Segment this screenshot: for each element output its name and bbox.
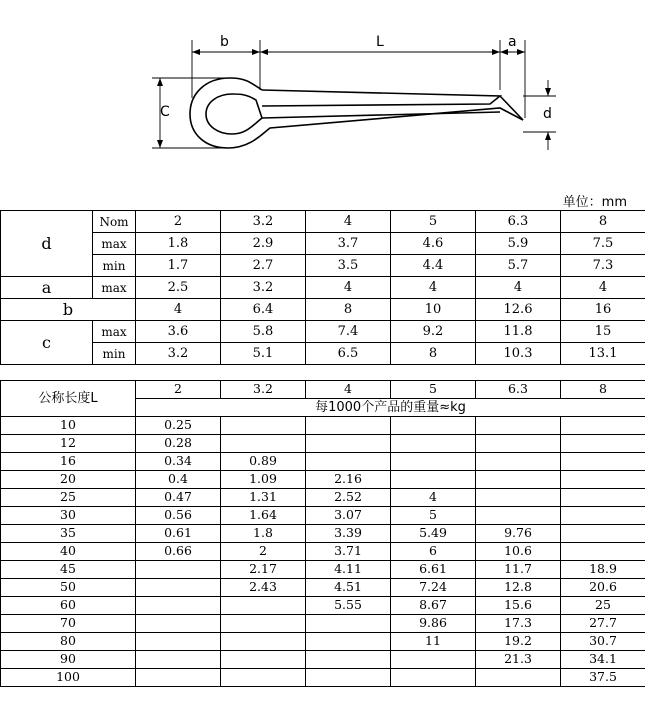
weight-cell: 0.61 (136, 525, 221, 543)
weight-cell: 2.17 (221, 561, 306, 579)
value-cell: 3.2 (221, 277, 306, 299)
weight-cell: 0.34 (136, 453, 221, 471)
weight-cell (306, 633, 391, 651)
weight-cell (306, 669, 391, 687)
weight-cell (391, 435, 476, 453)
row-b (1, 299, 645, 321)
weight-row (1, 453, 645, 471)
sub-label: min (93, 255, 136, 277)
weight-cell: 5.49 (391, 525, 476, 543)
weight-cell (561, 489, 645, 507)
weight-row (1, 651, 645, 669)
sub-label: max (93, 233, 136, 255)
weight-cell (476, 471, 561, 489)
row-a-max (1, 277, 645, 299)
sub-label: min (93, 343, 136, 365)
row-d-min (1, 255, 645, 277)
weight-cell: 20.6 (561, 579, 645, 597)
value-cell: 6.5 (306, 343, 391, 365)
weight-cell: 1.64 (221, 507, 306, 525)
value-cell: 3.5 (306, 255, 391, 277)
length-cell: 100 (1, 669, 136, 687)
value-cell: 2 (136, 211, 221, 233)
weight-cell (136, 561, 221, 579)
value-cell: 3.6 (136, 321, 221, 343)
weight-cell (391, 651, 476, 669)
weight-cell (221, 417, 306, 435)
weight-cell: 18.9 (561, 561, 645, 579)
weight-cell: 11 (391, 633, 476, 651)
dimension-table (0, 210, 645, 365)
row-c-max (1, 321, 645, 343)
value-cell: 12.6 (476, 299, 561, 321)
weight-cell: 30.7 (561, 633, 645, 651)
value-cell: 11.8 (476, 321, 561, 343)
weight-cell (306, 417, 391, 435)
length-cell: 25 (1, 489, 136, 507)
weight-cell: 15.6 (476, 597, 561, 615)
weight-cell (306, 651, 391, 669)
weight-cell (561, 525, 645, 543)
value-cell: 5.9 (476, 233, 561, 255)
weight-cell (136, 633, 221, 651)
weight-cell: 2.16 (306, 471, 391, 489)
weight-cell (561, 543, 645, 561)
weight-cell (221, 633, 306, 651)
weight-cell: 4.51 (306, 579, 391, 597)
weight-cell: 3.71 (306, 543, 391, 561)
weight-cell: 25 (561, 597, 645, 615)
weight-cell (306, 435, 391, 453)
value-cell: 2.9 (221, 233, 306, 255)
weight-cell (136, 597, 221, 615)
value-cell: 16 (561, 299, 645, 321)
weight-cell (476, 489, 561, 507)
value-cell: 6.4 (221, 299, 306, 321)
value-cell: 6.3 (476, 211, 561, 233)
weight-cell (476, 507, 561, 525)
weight-cell (561, 453, 645, 471)
weight-cell (221, 615, 306, 633)
length-cell: 35 (1, 525, 136, 543)
weight-cell: 0.25 (136, 417, 221, 435)
length-cell: 40 (1, 543, 136, 561)
weight-cell (221, 597, 306, 615)
value-cell: 7.3 (561, 255, 645, 277)
weight-cell: 5.55 (306, 597, 391, 615)
value-cell: 13.1 (561, 343, 645, 365)
value-cell: 10 (391, 299, 476, 321)
value-cell: 7.4 (306, 321, 391, 343)
weight-cell: 0.47 (136, 489, 221, 507)
length-cell: 16 (1, 453, 136, 471)
value-cell: 2.5 (136, 277, 221, 299)
value-cell: 4 (476, 277, 561, 299)
weight-cell: 12.8 (476, 579, 561, 597)
weight-row (1, 471, 645, 489)
value-cell: 4 (306, 211, 391, 233)
row-d-max (1, 233, 645, 255)
value-cell: 3.2 (136, 343, 221, 365)
value-cell: 8 (306, 299, 391, 321)
weight-cell (221, 435, 306, 453)
weight-cell: 5 (391, 507, 476, 525)
weight-cell (136, 669, 221, 687)
weight-cell (136, 579, 221, 597)
weight-row (1, 579, 645, 597)
length-cell: 50 (1, 579, 136, 597)
weight-cell (561, 507, 645, 525)
label-L: L (376, 34, 384, 50)
weight-row (1, 633, 645, 651)
weight-cell: 3.07 (306, 507, 391, 525)
weight-cell (561, 471, 645, 489)
length-cell: 70 (1, 615, 136, 633)
weight-cell (391, 669, 476, 687)
length-cell: 10 (1, 417, 136, 435)
weight-cell: 37.5 (561, 669, 645, 687)
weight-cell (391, 471, 476, 489)
row-d-nom (1, 211, 645, 233)
weight-row (1, 525, 645, 543)
weight-cell: 1.31 (221, 489, 306, 507)
weight-cell: 27.7 (561, 615, 645, 633)
weight-table (0, 380, 645, 687)
weight-row (1, 561, 645, 579)
value-cell: 5.7 (476, 255, 561, 277)
label-b: b (220, 34, 229, 50)
weight-cell (561, 417, 645, 435)
label-d: d (543, 106, 552, 122)
weight-cell (306, 453, 391, 471)
value-cell: 5.1 (221, 343, 306, 365)
param-b-label: b (1, 299, 136, 321)
length-cell: 80 (1, 633, 136, 651)
weight-cell: 6 (391, 543, 476, 561)
weight-cell: 1.09 (221, 471, 306, 489)
weight-cell: 0.4 (136, 471, 221, 489)
weight-cell: 11.7 (476, 561, 561, 579)
weight-cell: 6.61 (391, 561, 476, 579)
weight-cell: 10.6 (476, 543, 561, 561)
weight-cell (476, 417, 561, 435)
param-d-label: d (1, 211, 93, 277)
weight-row (1, 669, 645, 687)
weight-row (1, 435, 645, 453)
weight-cell (476, 669, 561, 687)
value-cell: 1.8 (136, 233, 221, 255)
weight-cell: 4.11 (306, 561, 391, 579)
weight-cell (221, 669, 306, 687)
label-C: C (160, 104, 170, 120)
weight-cell: 21.3 (476, 651, 561, 669)
weight-cell: 34.1 (561, 651, 645, 669)
weight-cell (221, 651, 306, 669)
unit-label: 单位：mm (562, 195, 627, 210)
value-cell: 4.4 (391, 255, 476, 277)
weight-cell: 1.8 (221, 525, 306, 543)
weight-cell: 2.43 (221, 579, 306, 597)
sub-label: max (93, 321, 136, 343)
sub-label: Nom (93, 211, 136, 233)
weight-cell: 0.56 (136, 507, 221, 525)
length-header: 公称长度L (1, 381, 136, 417)
value-cell: 5.8 (221, 321, 306, 343)
size-header: 8 (561, 381, 645, 399)
label-a: a (508, 34, 517, 50)
length-cell: 12 (1, 435, 136, 453)
weight-cell (136, 615, 221, 633)
value-cell: 8 (391, 343, 476, 365)
weight-cell (391, 417, 476, 435)
weight-cell: 7.24 (391, 579, 476, 597)
value-cell: 4 (306, 277, 391, 299)
weight-row (1, 417, 645, 435)
weight-cell: 9.76 (476, 525, 561, 543)
length-cell: 45 (1, 561, 136, 579)
weight-cell (136, 651, 221, 669)
weight-cell: 0.28 (136, 435, 221, 453)
sub-label: max (93, 277, 136, 299)
weight-row (1, 543, 645, 561)
weight-cell (476, 453, 561, 471)
length-cell: 90 (1, 651, 136, 669)
weight-cell: 8.67 (391, 597, 476, 615)
weight-row (1, 597, 645, 615)
param-a-label: a (1, 277, 93, 299)
weight-cell: 4 (391, 489, 476, 507)
value-cell: 9.2 (391, 321, 476, 343)
weight-cell: 2 (221, 543, 306, 561)
weight-cell: 9.86 (391, 615, 476, 633)
weight-cell: 17.3 (476, 615, 561, 633)
value-cell: 2.7 (221, 255, 306, 277)
weight-cell (391, 453, 476, 471)
size-header: 4 (306, 381, 391, 399)
value-cell: 7.5 (561, 233, 645, 255)
value-cell: 4 (391, 277, 476, 299)
value-cell: 4 (136, 299, 221, 321)
weight-header-row (1, 381, 645, 399)
weight-cell: 0.66 (136, 543, 221, 561)
weight-cell (561, 435, 645, 453)
weight-header: 每1000个产品的重量≈kg (136, 399, 645, 417)
length-cell: 20 (1, 471, 136, 489)
size-header: 5 (391, 381, 476, 399)
value-cell: 3.2 (221, 211, 306, 233)
size-header: 3.2 (221, 381, 306, 399)
weight-cell: 3.39 (306, 525, 391, 543)
weight-cell: 0.89 (221, 453, 306, 471)
cotter-pin-drawing (0, 0, 645, 190)
weight-cell: 19.2 (476, 633, 561, 651)
weight-cell (476, 435, 561, 453)
weight-cell: 2.52 (306, 489, 391, 507)
value-cell: 5 (391, 211, 476, 233)
weight-row (1, 489, 645, 507)
weight-row (1, 615, 645, 633)
row-c-min (1, 343, 645, 365)
value-cell: 4.6 (391, 233, 476, 255)
size-header: 2 (136, 381, 221, 399)
length-cell: 60 (1, 597, 136, 615)
value-cell: 15 (561, 321, 645, 343)
value-cell: 10.3 (476, 343, 561, 365)
value-cell: 1.7 (136, 255, 221, 277)
length-cell: 30 (1, 507, 136, 525)
weight-row (1, 507, 645, 525)
size-header: 6.3 (476, 381, 561, 399)
value-cell: 4 (561, 277, 645, 299)
weight-cell (306, 615, 391, 633)
value-cell: 3.7 (306, 233, 391, 255)
param-c-label: c (1, 321, 93, 365)
value-cell: 8 (561, 211, 645, 233)
